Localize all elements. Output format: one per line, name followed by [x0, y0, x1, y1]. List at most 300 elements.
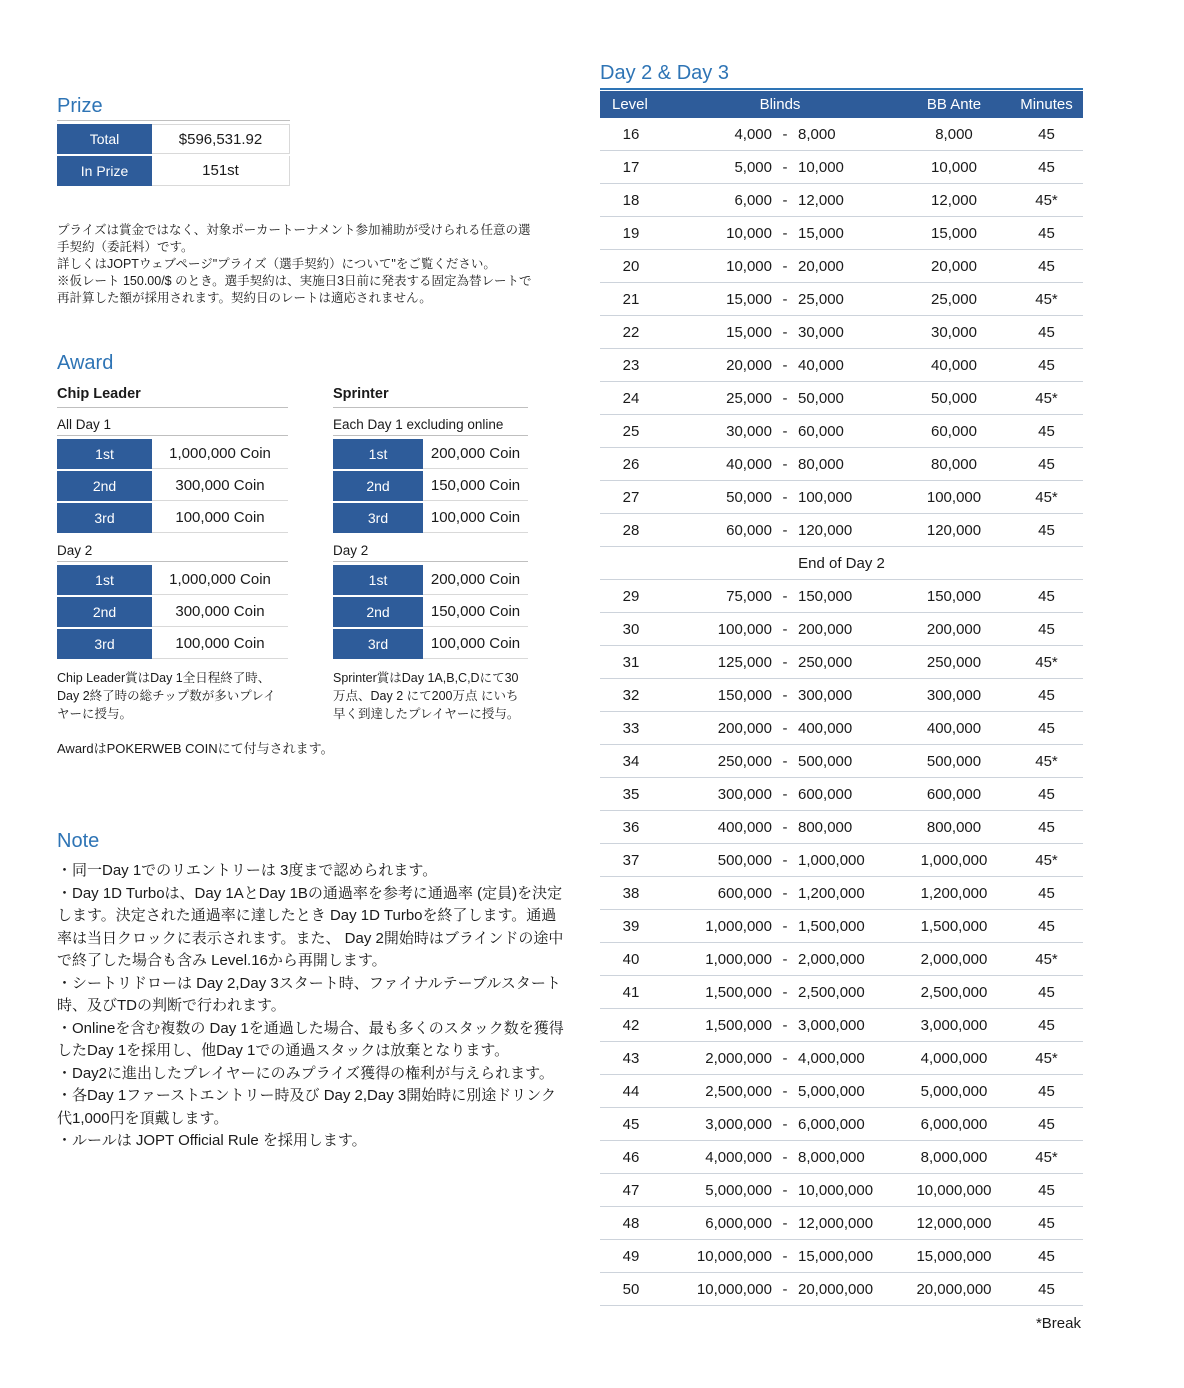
award-subtitle-chip-leader-day2: Day 2	[57, 543, 288, 562]
small-blind-cell: 2,500,000	[705, 1082, 772, 1100]
bb-ante-cell: 80,000	[931, 455, 977, 473]
level-cell: 34	[622, 752, 640, 770]
schedule-row	[600, 844, 1083, 877]
award-row	[333, 597, 528, 627]
rank-value: 1,000,000 Coin	[152, 439, 288, 469]
prize-row-label: In Prize	[57, 156, 152, 186]
blinds-dash: -	[782, 686, 788, 704]
bb-ante-cell: 12,000	[931, 191, 977, 209]
big-blind-cell: 250,000	[798, 653, 853, 671]
minutes-cell: 45*	[1035, 1148, 1058, 1166]
small-blind-cell: 1,000,000	[705, 917, 772, 935]
minutes-cell: 45*	[1035, 488, 1058, 506]
level-cell: 16	[622, 125, 640, 143]
bb-ante-cell: 10,000	[931, 158, 977, 176]
level-cell: 26	[622, 455, 640, 473]
schedule-row	[600, 712, 1083, 745]
rank-value: 200,000 Coin	[423, 439, 528, 469]
level-cell: 38	[622, 884, 640, 902]
bb-ante-cell: 2,000,000	[920, 950, 988, 968]
level-cell: 19	[622, 224, 640, 242]
minutes-cell: 45	[1038, 620, 1055, 638]
big-blind-cell: 25,000	[798, 290, 844, 308]
big-blind-cell: 12,000	[798, 191, 844, 209]
blinds-dash: -	[782, 983, 788, 1001]
minutes-cell: 45	[1038, 785, 1055, 803]
level-cell: 17	[622, 158, 640, 176]
award-row	[333, 439, 528, 469]
award-row	[57, 597, 288, 627]
small-blind-cell: 4,000,000	[705, 1148, 772, 1166]
minutes-cell: 45	[1038, 1280, 1055, 1298]
level-cell: 42	[622, 1016, 640, 1034]
schedule-heading: Day 2 & Day 3	[600, 60, 1083, 90]
note-item: ・Day2に進出したプレイヤーにのみプライズ獲得の権利が与えられます。	[57, 1064, 554, 1082]
big-blind-cell: 600,000	[798, 785, 853, 803]
minutes-cell: 45	[1038, 455, 1055, 473]
big-blind-cell: 60,000	[798, 422, 844, 440]
note-item: ・Onlineを含む複数の Day 1を通過した場合、最も多くのスタック数を獲得したDay 1を採用し、他Day 1での通過スタックは放棄となります。	[57, 1019, 564, 1059]
minutes-cell: 45	[1038, 1247, 1055, 1265]
prize-row	[57, 156, 290, 186]
minutes-cell: 45	[1038, 521, 1055, 539]
schedule-row	[600, 184, 1083, 217]
note-item: ・Day 1D Turboは、Day 1AとDay 1Bの通過率を参考に通過率 (定員)を決定します。決定された通過率に達したとき Day 1D Turboを終了します。通過率は当日クロックに表示されます。また、 Day 2開始時はブラインドの途中で終了した場合も含み Level.16から再開します。	[57, 884, 564, 969]
big-blind-cell: 10,000	[798, 158, 844, 176]
schedule-row	[600, 217, 1083, 250]
bb-ante-cell: 4,000,000	[920, 1049, 988, 1067]
big-blind-cell: 400,000	[798, 719, 853, 737]
big-blind-cell: 80,000	[798, 455, 844, 473]
level-cell: 36	[622, 818, 640, 836]
small-blind-cell: 1,500,000	[705, 983, 772, 1001]
blinds-dash: -	[782, 422, 788, 440]
minutes-cell: 45	[1038, 125, 1055, 143]
column-header-blinds: Blinds	[759, 96, 801, 113]
award-row	[333, 503, 528, 533]
schedule-row	[600, 613, 1083, 646]
schedule-row	[600, 118, 1083, 151]
bb-ante-cell: 600,000	[926, 785, 982, 803]
schedule-header-row	[600, 91, 1083, 118]
minutes-cell: 45	[1038, 917, 1055, 935]
level-cell: 18	[622, 191, 640, 209]
level-cell: 37	[622, 851, 640, 869]
level-cell: 40	[622, 950, 640, 968]
award-row	[333, 471, 528, 501]
schedule-row	[600, 349, 1083, 382]
rank-label: 2nd	[57, 597, 152, 627]
blinds-dash: -	[782, 257, 788, 275]
big-blind-cell: 500,000	[798, 752, 853, 770]
column-header-level: Level	[612, 96, 648, 113]
big-blind-cell: 2,500,000	[798, 983, 865, 1001]
bb-ante-cell: 250,000	[926, 653, 982, 671]
note-item: ・同一Day 1でのリエントリーは 3度まで認められます。	[57, 862, 438, 879]
award-table-sprinter-day1	[333, 439, 528, 533]
blinds-dash: -	[782, 488, 788, 506]
rank-value: 150,000 Coin	[423, 597, 528, 627]
schedule-row	[600, 1075, 1083, 1108]
schedule-body	[600, 118, 1083, 1306]
prize-row-value: $596,531.92	[152, 124, 290, 154]
blinds-dash: -	[782, 587, 788, 605]
rank-label: 3rd	[57, 629, 152, 659]
small-blind-cell: 100,000	[717, 620, 772, 638]
level-cell: 23	[622, 356, 640, 374]
bb-ante-cell: 500,000	[926, 752, 982, 770]
small-blind-cell: 300,000	[717, 785, 772, 803]
blinds-dash: -	[782, 521, 788, 539]
small-blind-cell: 250,000	[717, 752, 772, 770]
bb-ante-cell: 400,000	[926, 719, 982, 737]
award-row	[57, 471, 288, 501]
blinds-dash: -	[782, 653, 788, 671]
blinds-dash: -	[782, 1280, 788, 1298]
bb-ante-cell: 30,000	[931, 323, 977, 341]
prize-row	[57, 124, 290, 154]
minutes-cell: 45	[1038, 686, 1055, 704]
rank-label: 2nd	[333, 471, 423, 501]
blinds-dash: -	[782, 356, 788, 374]
level-cell: 32	[622, 686, 640, 704]
big-blind-cell: 5,000,000	[798, 1082, 865, 1100]
level-cell: 25	[622, 422, 640, 440]
schedule-row	[600, 877, 1083, 910]
award-sprinter-column	[333, 386, 528, 723]
end-of-day2-row	[600, 547, 1083, 580]
level-cell: 33	[622, 719, 640, 737]
small-blind-cell: 20,000	[726, 356, 772, 374]
award-row	[57, 565, 288, 595]
rank-value: 300,000 Coin	[152, 471, 288, 501]
rank-label: 3rd	[57, 503, 152, 533]
big-blind-cell: 100,000	[798, 488, 853, 506]
minutes-cell: 45	[1038, 1115, 1055, 1133]
schedule-row	[600, 1240, 1083, 1273]
minutes-cell: 45	[1038, 818, 1055, 836]
bb-ante-cell: 10,000,000	[916, 1181, 992, 1199]
schedule-row	[600, 580, 1083, 613]
small-blind-cell: 1,000,000	[705, 950, 772, 968]
small-blind-cell: 125,000	[717, 653, 772, 671]
minutes-cell: 45	[1038, 1082, 1055, 1100]
level-cell: 20	[622, 257, 640, 275]
blinds-dash: -	[782, 1148, 788, 1166]
level-cell: 30	[622, 620, 640, 638]
prize-row-label: Total	[57, 124, 152, 154]
column-header-minutes: Minutes	[1020, 96, 1073, 113]
schedule-row	[600, 151, 1083, 184]
small-blind-cell: 4,000	[734, 125, 772, 143]
blinds-dash: -	[782, 1247, 788, 1265]
schedule-row	[600, 811, 1083, 844]
minutes-cell: 45*	[1035, 752, 1058, 770]
minutes-cell: 45*	[1035, 290, 1058, 308]
schedule-row	[600, 976, 1083, 1009]
bb-ante-cell: 1,000,000	[920, 851, 988, 869]
big-blind-cell: 12,000,000	[798, 1214, 874, 1232]
blinds-dash: -	[782, 290, 788, 308]
schedule-row	[600, 910, 1083, 943]
rank-value: 100,000 Coin	[152, 503, 288, 533]
minutes-cell: 45	[1038, 719, 1055, 737]
small-blind-cell: 10,000,000	[696, 1280, 772, 1298]
minutes-cell: 45	[1038, 1016, 1055, 1034]
note-list	[57, 860, 569, 1153]
blinds-dash: -	[782, 1049, 788, 1067]
schedule-row	[600, 1174, 1083, 1207]
rank-label: 3rd	[333, 629, 423, 659]
level-cell: 44	[622, 1082, 640, 1100]
small-blind-cell: 10,000	[726, 224, 772, 242]
schedule-row	[600, 250, 1083, 283]
schedule-row	[600, 679, 1083, 712]
end-of-day2-label: End of Day 2	[798, 554, 885, 572]
big-blind-cell: 120,000	[798, 521, 853, 539]
award-row	[333, 629, 528, 659]
bb-ante-cell: 20,000,000	[916, 1280, 992, 1298]
schedule-row	[600, 283, 1083, 316]
level-cell: 48	[622, 1214, 640, 1232]
big-blind-cell: 10,000,000	[798, 1181, 874, 1199]
note-heading: Note	[57, 830, 100, 852]
blinds-dash: -	[782, 389, 788, 407]
big-blind-cell: 300,000	[798, 686, 853, 704]
small-blind-cell: 2,000,000	[705, 1049, 772, 1067]
level-cell: 24	[622, 389, 640, 407]
bb-ante-cell: 15,000,000	[916, 1247, 992, 1265]
bb-ante-cell: 8,000,000	[920, 1148, 988, 1166]
schedule-row	[600, 415, 1083, 448]
minutes-cell: 45*	[1035, 389, 1058, 407]
minutes-cell: 45*	[1035, 653, 1058, 671]
minutes-cell: 45*	[1035, 191, 1058, 209]
column-header-bb-ante: BB Ante	[926, 96, 982, 113]
minutes-cell: 45	[1038, 983, 1055, 1001]
bb-ante-cell: 300,000	[926, 686, 982, 704]
award-subtitle-each-day1: Each Day 1 excluding online	[333, 417, 528, 436]
blinds-dash: -	[782, 884, 788, 902]
schedule-row	[600, 1207, 1083, 1240]
blinds-dash: -	[782, 455, 788, 473]
bb-ante-cell: 2,500,000	[920, 983, 988, 1001]
small-blind-cell: 200,000	[717, 719, 772, 737]
bb-ante-cell: 20,000	[931, 257, 977, 275]
small-blind-cell: 5,000,000	[705, 1181, 772, 1199]
small-blind-cell: 150,000	[717, 686, 772, 704]
bb-ante-cell: 1,200,000	[920, 884, 988, 902]
blinds-dash: -	[782, 125, 788, 143]
note-section	[57, 828, 569, 1153]
bb-ante-cell: 25,000	[931, 290, 977, 308]
level-cell: 22	[622, 323, 640, 341]
small-blind-cell: 60,000	[726, 521, 772, 539]
bb-ante-cell: 3,000,000	[920, 1016, 988, 1034]
minutes-cell: 45*	[1035, 851, 1058, 869]
rank-value: 200,000 Coin	[423, 565, 528, 595]
schedule-row	[600, 514, 1083, 547]
blinds-dash: -	[782, 323, 788, 341]
big-blind-cell: 40,000	[798, 356, 844, 374]
bb-ante-cell: 15,000	[931, 224, 977, 242]
small-blind-cell: 6,000,000	[705, 1214, 772, 1232]
blinds-dash: -	[782, 917, 788, 935]
level-cell: 31	[622, 653, 640, 671]
level-cell: 29	[622, 587, 640, 605]
prize-row-value: 151st	[152, 156, 290, 186]
rank-label: 2nd	[333, 597, 423, 627]
sprinter-note: Sprinter賞はDay 1A,B,C,Dにて30万点、Day 2 にて200万点 にいち早く到達したプレイヤーに授与。	[333, 671, 520, 721]
bb-ante-cell: 1,500,000	[920, 917, 988, 935]
blinds-dash: -	[782, 620, 788, 638]
minutes-cell: 45*	[1035, 950, 1058, 968]
schedule-row	[600, 778, 1083, 811]
big-blind-cell: 15,000	[798, 224, 844, 242]
note-item: ・各Day 1ファーストエントリー時及び Day 2,Day 3開始時に別途ドリンク代1,000円を頂戴します。	[57, 1087, 556, 1127]
award-title-chip-leader: Chip Leader	[57, 386, 288, 408]
small-blind-cell: 50,000	[726, 488, 772, 506]
minutes-cell: 45	[1038, 224, 1055, 242]
chip-leader-note: Chip Leader賞はDay 1全日程終了時、Day 2終了時の総チップ数が多いプレイヤーに授与。	[57, 671, 276, 721]
schedule-row	[600, 943, 1083, 976]
award-chip-leader-column	[57, 386, 288, 723]
schedule-row	[600, 481, 1083, 514]
bb-ante-cell: 60,000	[931, 422, 977, 440]
small-blind-cell: 75,000	[726, 587, 772, 605]
schedule-row	[600, 1009, 1083, 1042]
prize-note-paragraph: ※仮レート 150.00/$ のとき。選手契約は、実施日3日前に発表する固定為替レートで再計算した額が採用されます。契約日のレートは適応されません。	[57, 274, 532, 305]
award-heading: Award	[57, 352, 114, 374]
bb-ante-cell: 8,000	[935, 125, 973, 143]
small-blind-cell: 6,000	[734, 191, 772, 209]
note-item: ・シートリドローは Day 2,Day 3スタート時、ファイナルテーブルスタート時、及びTDの判断で行われます。	[57, 974, 561, 1014]
blinds-dash: -	[782, 1181, 788, 1199]
schedule-row	[600, 382, 1083, 415]
prize-note-paragraph: プライズは賞金ではなく、対象ポーカートーナメント参加補助が受けられる任意の選手契約（委託料）です。	[57, 223, 531, 254]
big-blind-cell: 1,200,000	[798, 884, 865, 902]
award-table-chip-leader-day1	[57, 439, 288, 533]
rank-label: 3rd	[333, 503, 423, 533]
level-cell: 47	[622, 1181, 640, 1199]
minutes-cell: 45	[1038, 356, 1055, 374]
bb-ante-cell: 120,000	[926, 521, 982, 539]
blinds-dash: -	[782, 785, 788, 803]
award-table-sprinter-day2	[333, 565, 528, 659]
bb-ante-cell: 150,000	[926, 587, 982, 605]
minutes-cell: 45	[1038, 158, 1055, 176]
rank-label: 1st	[57, 565, 152, 595]
small-blind-cell: 500,000	[717, 851, 772, 869]
minutes-cell: 45	[1038, 884, 1055, 902]
level-cell: 46	[622, 1148, 640, 1166]
rank-label: 1st	[333, 565, 423, 595]
award-row	[333, 565, 528, 595]
big-blind-cell: 3,000,000	[798, 1016, 865, 1034]
prize-note-paragraph: 詳しくはJOPTウェブページ"プライズ（選手契約）について"をご覧ください。	[57, 257, 496, 271]
big-blind-cell: 30,000	[798, 323, 844, 341]
award-columns	[57, 386, 539, 723]
bb-ante-cell: 50,000	[931, 389, 977, 407]
blinds-dash: -	[782, 1115, 788, 1133]
level-cell: 41	[622, 983, 640, 1001]
blinds-dash: -	[782, 950, 788, 968]
break-note: *Break	[1035, 1315, 1081, 1332]
bb-ante-cell: 6,000,000	[920, 1115, 988, 1133]
big-blind-cell: 20,000	[798, 257, 844, 275]
schedule-row	[600, 448, 1083, 481]
blinds-dash: -	[782, 224, 788, 242]
big-blind-cell: 6,000,000	[798, 1115, 865, 1133]
rank-value: 100,000 Coin	[152, 629, 288, 659]
prize-note	[57, 222, 539, 307]
level-cell: 28	[622, 521, 640, 539]
schedule-section	[600, 60, 1083, 1332]
minutes-cell: 45	[1038, 422, 1055, 440]
blinds-dash: -	[782, 158, 788, 176]
award-section	[57, 350, 539, 758]
minutes-cell: 45	[1038, 257, 1055, 275]
bb-ante-cell: 200,000	[926, 620, 982, 638]
level-cell: 39	[622, 917, 640, 935]
schedule-row	[600, 1141, 1083, 1174]
big-blind-cell: 1,500,000	[798, 917, 865, 935]
schedule-row	[600, 1042, 1083, 1075]
level-cell: 35	[622, 785, 640, 803]
bb-ante-cell: 800,000	[926, 818, 982, 836]
rank-label: 1st	[57, 439, 152, 469]
big-blind-cell: 8,000	[798, 125, 836, 143]
level-cell: 21	[622, 290, 640, 308]
level-cell: 27	[622, 488, 640, 506]
rank-value: 300,000 Coin	[152, 597, 288, 627]
level-cell: 50	[622, 1280, 640, 1298]
award-title-sprinter: Sprinter	[333, 386, 528, 408]
schedule-row	[600, 745, 1083, 778]
minutes-cell: 45*	[1035, 1049, 1058, 1067]
small-blind-cell: 5,000	[734, 158, 772, 176]
schedule-row	[600, 1273, 1083, 1306]
small-blind-cell: 40,000	[726, 455, 772, 473]
blinds-dash: -	[782, 752, 788, 770]
blinds-dash: -	[782, 1082, 788, 1100]
schedule-row	[600, 1108, 1083, 1141]
blinds-dash: -	[782, 818, 788, 836]
award-row	[57, 503, 288, 533]
prize-heading: Prize	[57, 93, 290, 121]
big-blind-cell: 15,000,000	[798, 1247, 874, 1265]
big-blind-cell: 4,000,000	[798, 1049, 865, 1067]
prize-section	[57, 93, 539, 307]
minutes-cell: 45	[1038, 1214, 1055, 1232]
level-cell: 43	[622, 1049, 640, 1067]
award-subtitle-all-day1: All Day 1	[57, 417, 288, 436]
minutes-cell: 45	[1038, 1181, 1055, 1199]
award-subtitle-sprinter-day2: Day 2	[333, 543, 528, 562]
schedule-row	[600, 316, 1083, 349]
rank-value: 100,000 Coin	[423, 629, 528, 659]
small-blind-cell: 400,000	[717, 818, 772, 836]
bb-ante-cell: 100,000	[926, 488, 982, 506]
blinds-dash: -	[782, 1016, 788, 1034]
rank-value: 1,000,000 Coin	[152, 565, 288, 595]
note-item: ・ルールは JOPT Official Rule を採用します。	[57, 1132, 367, 1149]
award-row	[57, 439, 288, 469]
rank-label: 1st	[333, 439, 423, 469]
small-blind-cell: 3,000,000	[705, 1115, 772, 1133]
level-cell: 49	[622, 1247, 640, 1265]
small-blind-cell: 15,000	[726, 323, 772, 341]
